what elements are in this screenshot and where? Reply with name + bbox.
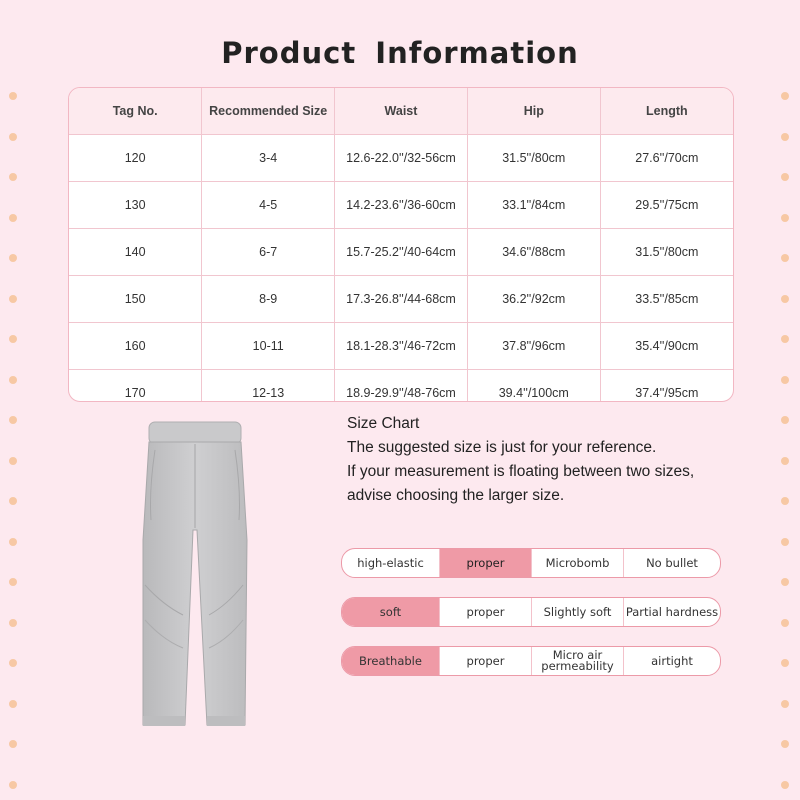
- feature-option: proper: [440, 647, 532, 675]
- decorative-dot: [9, 376, 17, 384]
- decorative-dot: [781, 740, 789, 748]
- decorative-dot: [781, 781, 789, 789]
- decorative-dot: [9, 578, 17, 586]
- decorative-dot: [781, 254, 789, 262]
- feature-option: Partial hardness: [625, 604, 719, 619]
- table-row: [69, 370, 733, 403]
- cell-waist: 15.7-25.2''/40-64cm: [335, 229, 468, 276]
- cell-size: 8-9: [202, 276, 335, 323]
- table-row: [69, 135, 733, 182]
- table-row: [69, 182, 733, 229]
- size-table: [68, 87, 734, 402]
- right-dot-border: [778, 0, 792, 800]
- cell-length: 29.5''/75cm: [600, 182, 733, 229]
- feature-option: Microbomb: [532, 549, 624, 577]
- decorative-dot: [9, 659, 17, 667]
- decorative-dot: [9, 497, 17, 505]
- decorative-dot: [9, 133, 17, 141]
- feature-option: proper: [440, 598, 532, 626]
- product-image-sweatpants: [135, 420, 275, 740]
- cell-size: 3-4: [202, 135, 335, 182]
- decorative-dot: [9, 700, 17, 708]
- decorative-dot: [781, 619, 789, 627]
- header-hip: Hip: [467, 88, 600, 135]
- notes-line: The suggested size is just for your reference.: [347, 439, 657, 456]
- cell-size: 12-13: [202, 370, 335, 403]
- decorative-dot: [9, 619, 17, 627]
- feature-option: Micro air permeability: [532, 647, 624, 675]
- decorative-dot: [9, 214, 17, 222]
- decorative-dot: [781, 457, 789, 465]
- table-row: [69, 276, 733, 323]
- decorative-dot: [9, 740, 17, 748]
- feature-label-selected: soft: [342, 598, 440, 626]
- decorative-dot: [781, 700, 789, 708]
- decorative-dot: [9, 173, 17, 181]
- cell-waist: 12.6-22.0''/32-56cm: [335, 135, 468, 182]
- cell-tag-no: 150: [69, 276, 202, 323]
- table-row: [69, 229, 733, 276]
- cell-tag-no: 120: [69, 135, 202, 182]
- feature-option-selected: proper: [440, 549, 532, 577]
- decorative-dot: [9, 92, 17, 100]
- decorative-dot: [9, 295, 17, 303]
- cell-size: 10-11: [202, 323, 335, 370]
- header-tag-no: Tag No.: [69, 88, 202, 135]
- decorative-dot: [9, 781, 17, 789]
- page-title: Product Information: [221, 36, 579, 70]
- notes-line: advise choosing the larger size.: [347, 487, 565, 504]
- cell-length: 37.4''/95cm: [635, 386, 699, 400]
- left-dot-border: [6, 0, 20, 800]
- cell-waist: 18.1-28.3''/46-72cm: [335, 323, 468, 370]
- decorative-dot: [781, 133, 789, 141]
- cell-length: 33.5''/85cm: [600, 276, 733, 323]
- cell-waist: 17.3-26.8''/44-68cm: [335, 276, 468, 323]
- cell-length: 35.4''/90cm: [600, 323, 733, 370]
- feature-option: Slightly soft: [532, 598, 624, 626]
- notes-line: If your measurement is floating between two sizes,: [347, 463, 695, 480]
- cell-hip: 36.2''/92cm: [467, 276, 600, 323]
- cell-length: 27.6''/70cm: [600, 135, 733, 182]
- feature-row-softness: [341, 597, 721, 627]
- cell-tag-no: 170: [69, 370, 202, 403]
- feature-label-selected: Breathable: [342, 647, 440, 675]
- decorative-dot: [9, 538, 17, 546]
- cell-tag-no: 130: [69, 182, 202, 229]
- cell-hip: 31.5''/80cm: [467, 135, 600, 182]
- feature-label: high-elastic: [342, 549, 440, 577]
- decorative-dot: [781, 376, 789, 384]
- cell-size: 4-5: [202, 182, 335, 229]
- decorative-dot: [9, 416, 17, 424]
- decorative-dot: [781, 173, 789, 181]
- feature-option: No bullet: [646, 555, 698, 570]
- cell-hip: 37.8''/96cm: [467, 323, 600, 370]
- cell-size: 6-7: [202, 229, 335, 276]
- feature-option: airtight: [651, 653, 693, 668]
- cell-hip: 33.1''/84cm: [467, 182, 600, 229]
- decorative-dot: [781, 578, 789, 586]
- decorative-dot: [781, 295, 789, 303]
- header-length: Length: [600, 88, 733, 135]
- table-row: [69, 323, 733, 370]
- feature-row-elasticity: [341, 548, 721, 578]
- cell-length: 31.5''/80cm: [600, 229, 733, 276]
- decorative-dot: [9, 457, 17, 465]
- cell-tag-no: 160: [69, 323, 202, 370]
- feature-row-breathability: [341, 646, 721, 676]
- cell-hip: 39.4''/100cm: [467, 370, 600, 403]
- decorative-dot: [781, 335, 789, 343]
- cell-waist: 14.2-23.6''/36-60cm: [335, 182, 468, 229]
- header-recommended-size: Recommended Size: [202, 88, 335, 135]
- cell-waist: 18.9-29.9''/48-76cm: [335, 370, 468, 403]
- decorative-dot: [781, 538, 789, 546]
- size-notes: [347, 412, 767, 508]
- cell-tag-no: 140: [69, 229, 202, 276]
- decorative-dot: [9, 335, 17, 343]
- header-waist: Waist: [335, 88, 468, 135]
- decorative-dot: [781, 416, 789, 424]
- cell-hip: 34.6''/88cm: [467, 229, 600, 276]
- notes-heading: Size Chart: [347, 415, 420, 432]
- table-header-row: [69, 88, 733, 135]
- decorative-dot: [781, 214, 789, 222]
- decorative-dot: [781, 497, 789, 505]
- decorative-dot: [781, 92, 789, 100]
- decorative-dot: [781, 659, 789, 667]
- decorative-dot: [9, 254, 17, 262]
